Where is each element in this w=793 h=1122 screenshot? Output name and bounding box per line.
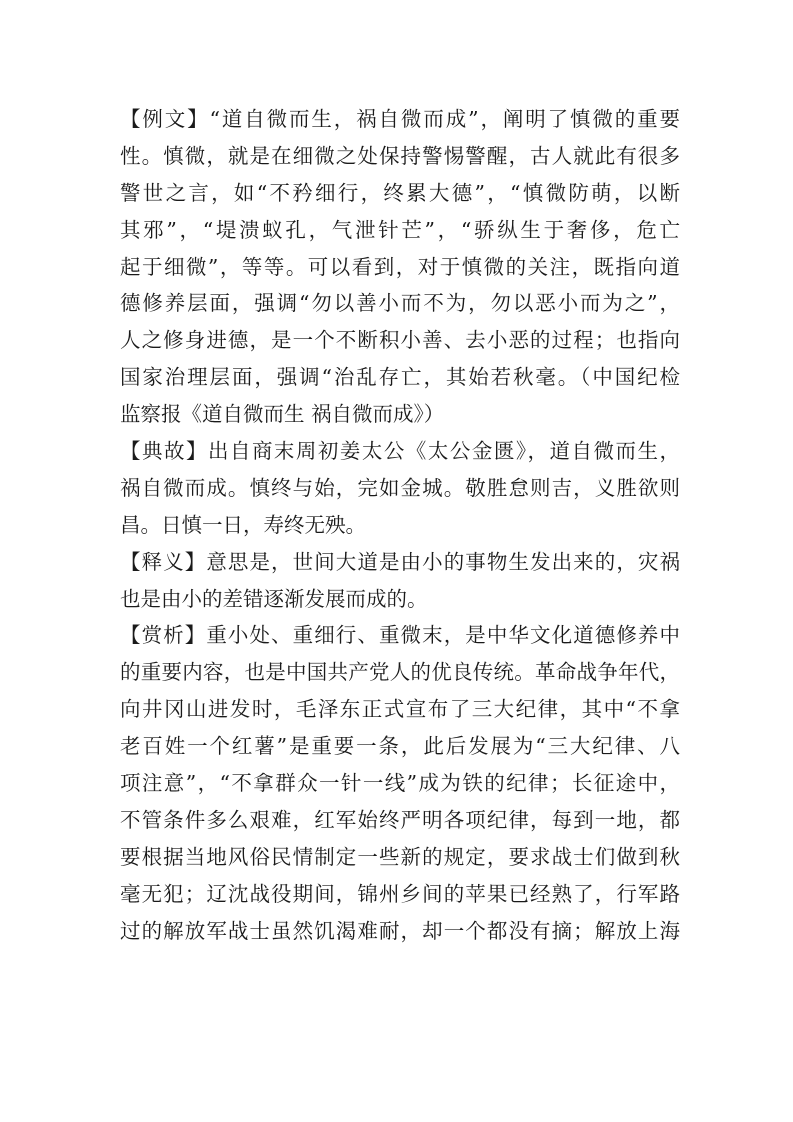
text-line: 【典故】出自商末周初姜太公《太公金匮》，道自微而生，	[120, 439, 680, 464]
paragraph-appreciation	[120, 617, 680, 949]
text-line: 【赏析】重小处、重细行、重微末，是中华文化道德修养中	[120, 623, 680, 648]
paragraph-meaning	[120, 544, 680, 618]
text-line: 老百姓一个红薯”是重要一条，此后发展为“三大纪律、八	[120, 734, 680, 759]
text-line: 项注意”，“不拿群众一针一线”成为铁的纪律；长征途中，	[120, 771, 680, 796]
text-line: 毫无犯；辽沈战役期间，锦州乡间的苹果已经熟了，行军路	[120, 881, 680, 906]
text-line: 也是由小的差错逐渐发展而成的。	[120, 586, 428, 611]
paragraph-example	[120, 101, 680, 433]
text-line: 要根据当地风俗民情制定一些新的规定，要求战士们做到秋	[120, 844, 680, 869]
text-line: 【例文】“道自微而生，祸自微而成”，阐明了慎微的重要	[120, 107, 680, 131]
text-line: 昌。日慎一日，寿终无殃。	[120, 512, 366, 537]
text-line: 不管条件多么艰难，红军始终严明各项纪律，每到一地，都	[120, 807, 680, 832]
text-line: 其邪”，“堤溃蚁孔，气泄针芒”，“骄纵生于奢侈，危亡	[120, 217, 680, 242]
text-line: 过的解放军战士虽然饥渴难耐，却一个都没有摘；解放上海	[120, 918, 680, 943]
text-line: 的重要内容，也是中国共产党人的优良传统。革命战争年代，	[120, 660, 680, 685]
text-line: 监察报《道自微而生 祸自微而成》）	[120, 402, 445, 427]
text-line: 性。慎微，就是在细微之处保持警惕警醒，古人就此有很多	[120, 143, 680, 168]
text-line: 向井冈山进发时，毛泽东正式宣布了三大纪律，其中“不拿	[120, 697, 680, 722]
text-line: 起于细微”，等等。可以看到，对于慎微的关注，既指向道	[120, 254, 680, 279]
text-line: 德修养层面，强调“勿以善小而不为，勿以恶小而为之”，	[120, 291, 680, 316]
paragraph-allusion	[120, 433, 680, 544]
text-line: 国家治理层面，强调“治乱存亡，其始若秋毫。（中国纪检	[120, 365, 680, 390]
text-line: 祸自微而成。慎终与始，完如金城。敬胜怠则吉，义胜欲则	[120, 475, 680, 500]
text-line: 人之修身进德，是一个不断积小善、去小恶的过程；也指向	[120, 328, 680, 353]
document-page	[120, 101, 680, 949]
text-line: 警世之言，如“不矜细行，终累大德”，“慎微防萌，以断	[120, 180, 680, 205]
text-line: 【释义】意思是，世间大道是由小的事物生发出来的，灾祸	[120, 549, 680, 574]
